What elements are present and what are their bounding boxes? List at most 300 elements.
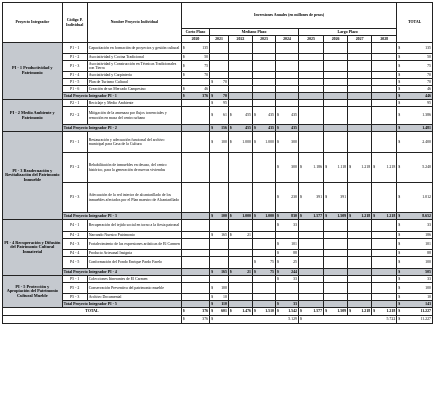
amount: 1.000 (242, 213, 251, 218)
group-year-total (181, 93, 209, 100)
amount: 230 (291, 195, 297, 200)
amount: 1.218 (386, 213, 396, 218)
group-year-total (324, 301, 348, 308)
project-name: Recuperación del tejido social en torno a la fiesta patronal (87, 220, 181, 232)
project-name: Asociatividad y Construcción en Técnicas Tradicionales con Tierra (87, 61, 181, 72)
currency-symbol: $ (398, 276, 401, 281)
amount: 135 (202, 45, 209, 50)
amount: 33 (427, 276, 431, 281)
amount: 70 (427, 79, 431, 84)
amount: 10 (223, 294, 227, 299)
group-year-total (298, 213, 323, 220)
group-year-total (298, 93, 323, 100)
year-amount (181, 54, 209, 61)
group-total-row (3, 93, 433, 100)
currency-symbol: $ (398, 232, 401, 237)
group-year-total (210, 93, 229, 100)
table-row (3, 294, 433, 301)
header-code: Código P. Individual (62, 3, 87, 43)
year-amount (298, 107, 323, 125)
year-amount (252, 276, 275, 283)
integrator-project-cell: PI - 3 Readecuación y Revitalización del Patrimonio Inmueble (3, 132, 63, 220)
group-year-total (181, 213, 209, 220)
table-row (3, 239, 433, 250)
amount: 11.227 (420, 309, 431, 314)
year-amount (181, 283, 209, 294)
currency-symbol: $ (211, 317, 214, 322)
currency-symbol: $ (398, 213, 401, 218)
project-name: Capacitación en formación de proyectos y gestión cultural (87, 43, 181, 54)
amount: 300 (291, 165, 297, 170)
group-year-total (210, 213, 229, 220)
project-name: Conformación del Fondo Enrique Pardo Farelo (87, 257, 181, 269)
amount: 2.400 (422, 139, 431, 144)
year-amount (348, 183, 372, 213)
amount: 1.510 (265, 309, 274, 314)
currency-symbol: $ (276, 309, 279, 314)
amount: 446 (425, 93, 431, 98)
group-year-total (228, 269, 252, 276)
year-amount (228, 153, 252, 183)
year-amount (372, 72, 397, 79)
currency-symbol: $ (325, 195, 328, 200)
year-amount (275, 183, 298, 213)
project-name: Asociatividad y Carpintería (87, 72, 181, 79)
amount: 21 (247, 232, 251, 237)
table-row (3, 153, 433, 183)
year-amount (252, 107, 275, 125)
table-row (3, 107, 433, 125)
currency-symbol: $ (373, 309, 376, 314)
short-term-total (181, 316, 209, 324)
year-amount (210, 232, 229, 239)
row-total (397, 86, 433, 93)
table-row (3, 183, 433, 213)
currency-symbol: $ (229, 269, 232, 274)
table-row (3, 132, 433, 153)
amount: 100 (221, 285, 227, 290)
amount: 391 (340, 195, 347, 200)
amount: 1.386 (422, 113, 431, 118)
year-amount (181, 107, 209, 125)
currency-symbol: $ (253, 113, 256, 118)
year-amount (298, 257, 323, 269)
year-amount (275, 61, 298, 72)
year-amount (275, 54, 298, 61)
year-amount (228, 72, 252, 79)
project-code: P4 - 2 (62, 232, 87, 239)
currency-symbol: $ (211, 93, 214, 98)
table-row (3, 250, 433, 257)
investment-table-container (2, 2, 433, 398)
year-amount (324, 294, 348, 301)
group-total-row (3, 213, 433, 220)
year-amount (252, 79, 275, 86)
row-total (397, 232, 433, 239)
group-year-total (298, 125, 323, 132)
year-amount (372, 276, 397, 283)
group-total-row (3, 301, 433, 308)
currency-symbol: $ (211, 285, 214, 290)
year-amount (210, 107, 229, 125)
currency-symbol: $ (398, 79, 401, 84)
year-amount (298, 72, 323, 79)
group-year-total (298, 269, 323, 276)
amount: 505 (425, 269, 431, 274)
amount: 1.118 (337, 165, 347, 170)
year-amount (210, 132, 229, 153)
currency-symbol: $ (276, 165, 279, 170)
group-year-total (372, 301, 397, 308)
year-amount (210, 54, 229, 61)
amount: 10 (427, 294, 431, 299)
currency-symbol: $ (398, 294, 401, 299)
year-amount (181, 72, 209, 79)
currency-symbol: $ (398, 285, 401, 290)
currency-symbol: $ (276, 276, 279, 281)
year-amount (372, 183, 397, 213)
amount: 1.509 (337, 309, 347, 314)
amount: 46 (427, 86, 431, 91)
currency-symbol: $ (398, 93, 401, 98)
project-code: P4 - 5 (62, 257, 87, 269)
year-amount (210, 86, 229, 93)
year-amount (228, 283, 252, 294)
year-amount (348, 54, 372, 61)
grand-total-value (397, 308, 433, 316)
project-name: Creación de un Mercado Campesino (87, 86, 181, 93)
year-amount (298, 220, 323, 232)
project-code: P2 - 2 (62, 107, 87, 125)
year-amount (372, 100, 397, 107)
year-amount (275, 276, 298, 283)
currency-symbol: $ (182, 63, 185, 68)
amount: 376 (202, 309, 209, 314)
group-total-label: Total Proyecto Integrador PI - 5 (62, 301, 181, 308)
header-short-term: Corto Plazo (181, 29, 209, 36)
table-row (3, 72, 433, 79)
year-amount (298, 276, 323, 283)
amount: 376 (202, 93, 209, 98)
year-amount (372, 250, 397, 257)
amount: 100 (425, 260, 431, 265)
table-row (3, 43, 433, 54)
year-amount (348, 79, 372, 86)
year-amount (275, 86, 298, 93)
project-code: P4 - 4 (62, 250, 87, 257)
amount: 33 (293, 301, 297, 306)
amount: 1.509 (337, 213, 347, 218)
currency-symbol: $ (229, 213, 232, 218)
group-year-total (348, 125, 372, 132)
year-amount (372, 257, 397, 269)
group-year-total (324, 213, 348, 220)
currency-symbol: $ (253, 269, 256, 274)
year-amount (181, 232, 209, 239)
project-code: P2 - 1 (62, 100, 87, 107)
amount: 165 (221, 269, 227, 274)
year-amount (298, 239, 323, 250)
group-grand-total (397, 269, 433, 276)
group-year-total (348, 213, 372, 220)
currency-symbol: $ (276, 250, 279, 255)
year-amount (228, 294, 252, 301)
currency-symbol: $ (398, 309, 401, 314)
amount: 135 (425, 45, 431, 50)
year-amount (228, 220, 252, 232)
year-amount (210, 183, 229, 213)
year-amount (252, 61, 275, 72)
grand-year-total (372, 308, 397, 316)
amount: 33 (427, 223, 431, 228)
currency-symbol: $ (182, 86, 185, 91)
year-amount (181, 86, 209, 93)
currency-symbol: $ (299, 165, 302, 170)
row-total (397, 79, 433, 86)
year-amount (324, 283, 348, 294)
currency-symbol: $ (398, 45, 401, 50)
currency-symbol: $ (211, 294, 214, 299)
year-amount (372, 132, 397, 153)
year-amount (228, 43, 252, 54)
currency-symbol: $ (229, 139, 232, 144)
year-amount (210, 294, 229, 301)
year-header: 2025 (298, 36, 323, 43)
amount: 95 (223, 100, 227, 105)
year-amount (348, 107, 372, 125)
year-amount (228, 107, 252, 125)
year-amount (298, 86, 323, 93)
grand-year-total (181, 308, 209, 316)
group-year-total (324, 93, 348, 100)
amount: 376 (202, 317, 209, 322)
currency-symbol: $ (398, 317, 401, 322)
table-row (3, 257, 433, 269)
grand-total-label: TOTAL (3, 308, 182, 316)
year-amount (228, 276, 252, 283)
currency-symbol: $ (325, 309, 328, 314)
amount: 455 (245, 113, 251, 118)
project-code: P1 - 1 (62, 43, 87, 54)
project-code: P5 - 2 (62, 283, 87, 294)
year-amount (275, 100, 298, 107)
group-year-total (275, 93, 298, 100)
year-header: 2024 (275, 36, 298, 43)
year-amount (372, 79, 397, 86)
currency-symbol: $ (253, 139, 256, 144)
amount: 5.129 (288, 317, 297, 322)
table-row (3, 54, 433, 61)
amount: 300 (291, 139, 297, 144)
year-amount (324, 276, 348, 283)
group-year-total (275, 269, 298, 276)
currency-symbol: $ (211, 139, 214, 144)
year-amount (275, 153, 298, 183)
year-amount (348, 132, 372, 153)
year-amount (252, 86, 275, 93)
amount: 435 (268, 125, 274, 130)
group-total-row (3, 125, 433, 132)
group-grand-total (397, 93, 433, 100)
currency-symbol: $ (182, 45, 185, 50)
grand-year-total (210, 308, 229, 316)
year-amount (275, 250, 298, 257)
currency-symbol: $ (398, 195, 401, 200)
amount: 100 (425, 285, 431, 290)
year-amount (252, 239, 275, 250)
row-total (397, 183, 433, 213)
year-amount (210, 43, 229, 54)
currency-symbol: $ (276, 195, 279, 200)
amount: 1.000 (242, 139, 251, 144)
year-header: 2020 (181, 36, 209, 43)
year-amount (210, 250, 229, 257)
year-amount (252, 153, 275, 183)
medium-term-total (210, 316, 299, 324)
currency-symbol: $ (349, 165, 352, 170)
amount: 50 (204, 54, 209, 59)
year-amount (252, 250, 275, 257)
project-code: P4 - 1 (62, 220, 87, 232)
amount: 1.012 (422, 195, 431, 200)
row-total (397, 153, 433, 183)
year-amount (372, 239, 397, 250)
table-row (3, 276, 433, 283)
footer-empty (3, 316, 182, 324)
year-amount (252, 257, 275, 269)
amount: 455 (245, 125, 251, 130)
currency-symbol: $ (229, 125, 232, 130)
amount: 830 (291, 213, 297, 218)
row-total (397, 43, 433, 54)
header-investments: Inversiones Anuales (en millones de pesos) (181, 3, 396, 29)
year-amount (348, 100, 372, 107)
row-total (397, 220, 433, 232)
currency-symbol: $ (211, 113, 214, 118)
amount: 88 (427, 250, 431, 255)
project-name: Plan de Turismo Cultural (87, 79, 181, 86)
year-header: 2027 (348, 36, 372, 43)
year-amount (210, 239, 229, 250)
amount: 1.542 (288, 309, 297, 314)
currency-symbol: $ (276, 301, 279, 306)
period-grand-total (397, 316, 433, 324)
currency-symbol: $ (398, 100, 401, 105)
year-amount (324, 107, 348, 125)
table-row (3, 100, 433, 107)
amount: 1.000 (265, 139, 274, 144)
year-amount (298, 132, 323, 153)
year-amount (252, 43, 275, 54)
currency-symbol: $ (211, 100, 214, 105)
year-amount (298, 183, 323, 213)
group-year-total (348, 93, 372, 100)
project-code: P1 - 3 (62, 61, 87, 72)
year-amount (298, 61, 323, 72)
group-year-total (228, 125, 252, 132)
table-row (3, 232, 433, 239)
amount: 1.218 (361, 165, 371, 170)
year-amount (275, 220, 298, 232)
year-amount (181, 153, 209, 183)
amount: 100 (221, 139, 227, 144)
group-year-total (252, 269, 275, 276)
header-integrator: Proyecto Integrador (3, 3, 63, 43)
year-amount (348, 232, 372, 239)
project-name: Restauración y adecuación funcional del archivo municipal para Casa de la Cultura (87, 132, 181, 153)
year-amount (298, 100, 323, 107)
year-amount (298, 232, 323, 239)
year-amount (210, 100, 229, 107)
year-amount (275, 79, 298, 86)
group-year-total (324, 125, 348, 132)
currency-symbol: $ (182, 72, 185, 77)
group-total-label: Total Proyecto Integrador PI - 2 (62, 125, 181, 132)
year-amount (181, 276, 209, 283)
year-amount (228, 132, 252, 153)
currency-symbol: $ (211, 269, 214, 274)
year-amount (372, 86, 397, 93)
amount: 50 (427, 54, 431, 59)
year-amount (210, 153, 229, 183)
group-year-total (228, 93, 252, 100)
year-amount (298, 250, 323, 257)
amount: 435 (291, 113, 297, 118)
group-total-label: Total Proyecto Integrador PI - 1 (62, 93, 181, 100)
year-amount (372, 43, 397, 54)
year-amount (228, 239, 252, 250)
group-year-total (228, 301, 252, 308)
currency-symbol: $ (229, 113, 232, 118)
currency-symbol: $ (398, 113, 401, 118)
amount: 5.722 (386, 317, 396, 322)
currency-symbol: $ (276, 213, 279, 218)
project-name: Adecuación de la red interior de alcantarillado de los inmuebles afectados por el Plan maestro de Alcantarillado (87, 183, 181, 213)
group-year-total (181, 269, 209, 276)
table-row (3, 220, 433, 232)
group-year-total (372, 213, 397, 220)
year-header: 2022 (228, 36, 252, 43)
currency-symbol: $ (398, 165, 401, 170)
currency-symbol: $ (211, 309, 214, 314)
integrator-project-cell: PI - 4 Recuperación y Difusión del Patrimonio Cultural Inmaterial (3, 220, 63, 276)
amount: 1.186 (313, 165, 323, 170)
currency-symbol: $ (276, 260, 279, 265)
amount: 156 (221, 125, 227, 130)
amount: 143 (425, 301, 431, 306)
table-row (3, 86, 433, 93)
currency-symbol: $ (299, 309, 302, 314)
project-code: P3 - 2 (62, 153, 87, 183)
project-name: Fortalecimiento de las expresiones artísticas de El Carmen (87, 239, 181, 250)
amount: 110 (221, 301, 227, 306)
grand-year-total (252, 308, 275, 316)
year-amount (298, 43, 323, 54)
currency-symbol: $ (299, 317, 302, 322)
year-amount (252, 132, 275, 153)
year-amount (181, 132, 209, 153)
project-code: P1 - 4 (62, 72, 87, 79)
table-row (3, 283, 433, 294)
investment-table (2, 2, 433, 324)
year-amount (228, 86, 252, 93)
currency-symbol: $ (373, 213, 376, 218)
year-amount (324, 61, 348, 72)
year-header: 2028 (372, 36, 397, 43)
year-amount (324, 43, 348, 54)
year-amount (298, 294, 323, 301)
group-year-total (324, 269, 348, 276)
